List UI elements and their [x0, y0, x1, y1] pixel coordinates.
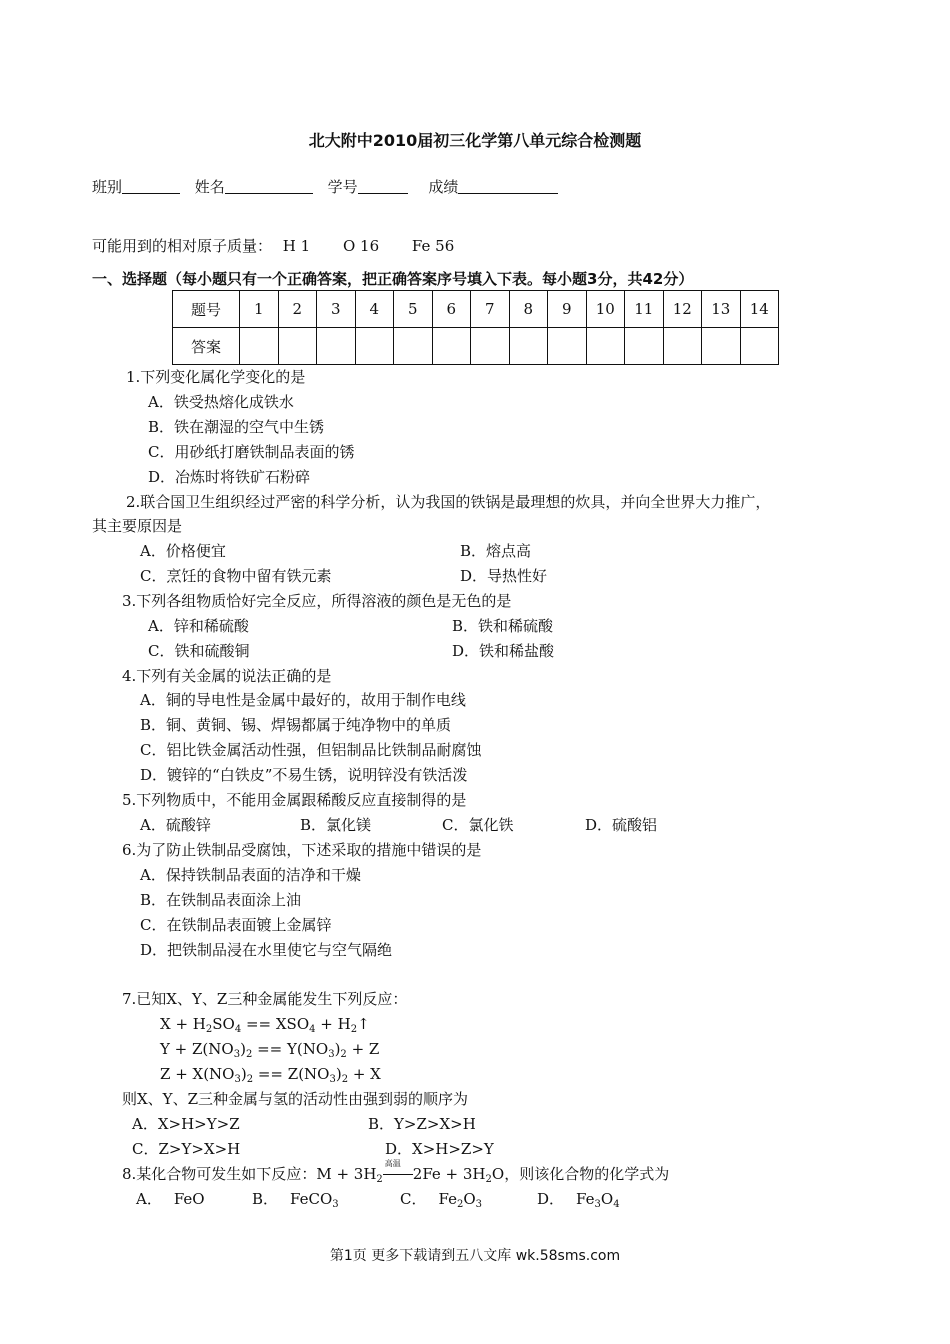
q1-option-b: B．铁在潮湿的空气中生锈 [148, 418, 325, 436]
atomic-mass-line [92, 235, 482, 256]
q7-option-c: C．Z>Y>X>H [132, 1140, 241, 1158]
q4-stem: 4.下列有关金属的说法正确的是 [122, 667, 332, 685]
student-info [92, 176, 568, 197]
q5-option-c: C．氯化铁 [442, 816, 514, 834]
answer-cell[interactable] [432, 328, 471, 365]
q8-option-a: A． FeO [136, 1190, 205, 1208]
q7-reaction-1: $X + H_2SO_4 == XSO_4$ + $H_2↑$ [160, 1015, 370, 1035]
reaction-condition: 高温 [383, 1164, 413, 1184]
answer-cell[interactable] [394, 328, 433, 365]
q-number-cell: 4 [355, 291, 394, 328]
answer-cell[interactable] [509, 328, 548, 365]
answer-table [172, 290, 779, 365]
q-number-cell: 6 [432, 291, 471, 328]
q1-option-a: A．铁受热熔化成铁水 [148, 393, 294, 411]
q3-option-b: B．铁和稀硫酸 [452, 617, 554, 635]
q-number-cell: 14 [740, 291, 779, 328]
q4-option-c: C．铝比铁金属活动性强，但铝制品比铁制品耐腐蚀 [140, 741, 482, 759]
q6-option-d: D．把铁制品浸在水里使它与空气隔绝 [140, 941, 393, 959]
q7-question: 则X、Y、Z三种金属与氢的活动性由强到弱的顺序为 [122, 1090, 469, 1108]
q-number-cell: 10 [586, 291, 625, 328]
q5-option-b: B．氯化镁 [300, 816, 372, 834]
up-arrow-icon: ↑ [357, 1015, 370, 1033]
q6-option-a: A．保持铁制品表面的洁净和干燥 [140, 866, 361, 884]
q2-option-a: A．价格便宜 [140, 542, 226, 560]
answer-cell[interactable] [355, 328, 394, 365]
mass-h: H 1 [282, 237, 311, 255]
q-number-cell: 3 [317, 291, 356, 328]
number-blank[interactable] [358, 179, 408, 194]
section-heading: 一、选择题（每小题只有一个正确答案，把正确答案序号填入下表。每小题3分，共42分） [92, 270, 694, 288]
q4-option-b: B．铜、黄铜、锡、焊锡都属于纯净物中的单质 [140, 716, 452, 734]
answer-table-row-answers [173, 328, 779, 365]
mass-label: 可能用到的相对原子质量： [92, 237, 273, 255]
answer-cell[interactable] [278, 328, 317, 365]
q7-reaction-2: $Y + Z(NO_3)_2 == Y(NO_3)_2 + Z$ [160, 1040, 380, 1060]
name-blank[interactable] [225, 179, 313, 194]
row-label-number: 题号 [173, 291, 240, 328]
q4-option-d: D．镀锌的“白铁皮”不易生锈，说明锌没有铁活泼 [140, 766, 468, 784]
page-footer: 第1页 更多下载请到五八文库 wk.58sms.com [329, 1248, 621, 1264]
q-number-cell: 5 [394, 291, 433, 328]
answer-cell[interactable] [663, 328, 702, 365]
q8-option-d: D． $Fe_3O_4$ [537, 1190, 620, 1210]
q1-option-c: C．用砂纸打磨铁制品表面的锈 [148, 443, 355, 461]
q-number-cell: 7 [471, 291, 510, 328]
q-number-cell: 1 [240, 291, 279, 328]
q-number-cell: 12 [663, 291, 702, 328]
q2-option-b: B．熔点高 [460, 542, 532, 560]
score-blank[interactable] [458, 179, 558, 194]
q7-option-b: B．Y>Z>X>H [368, 1115, 476, 1133]
answer-cell[interactable] [625, 328, 664, 365]
q-number-cell: 9 [548, 291, 587, 328]
q7-option-a: A．X>H>Y>Z [132, 1115, 240, 1133]
q8-stem: 8.某化合物可发生如下反应：$M + 3H_2$ 高温 $2Fe + 3H_2O$，则该化合物的化学式为 [122, 1159, 670, 1185]
q4-option-a: A．铜的导电性是金属中最好的，故用于制作电线 [140, 691, 466, 709]
q3-option-d: D．铁和稀盐酸 [452, 642, 555, 660]
q6-option-c: C．在铁制品表面镀上金属锌 [140, 916, 332, 934]
score-label: 成绩 [428, 178, 459, 196]
row-label-answer: 答案 [173, 328, 240, 365]
q5-option-d: D．硫酸铝 [585, 816, 658, 834]
q-number-cell: 2 [278, 291, 317, 328]
mass-fe: Fe 56 [411, 237, 455, 255]
q7-stem: 7.已知X、Y、Z三种金属能发生下列反应： [122, 990, 408, 1008]
answer-cell[interactable] [740, 328, 779, 365]
name-label: 姓名 [194, 178, 225, 196]
class-label: 班别 [92, 178, 123, 196]
answer-cell[interactable] [471, 328, 510, 365]
class-blank[interactable] [122, 179, 180, 194]
q5-option-a: A．硫酸锌 [140, 816, 211, 834]
q-number-cell: 8 [509, 291, 548, 328]
answer-table-row-numbers [173, 291, 779, 328]
q2-stem-continued: 其主要原因是 [92, 517, 183, 535]
q1-stem: 1.下列变化属化学变化的是 [126, 368, 306, 386]
mass-o: O 16 [342, 237, 380, 255]
q2-option-d: D．导热性好 [460, 567, 548, 585]
answer-cell[interactable] [586, 328, 625, 365]
q7-reaction-3: $Z + X(NO_3)_2 == Z(NO_3)_2 + X$ [160, 1065, 381, 1085]
page-title: 北大附中2010届初三化学第八单元综合检测题 [308, 131, 642, 150]
q6-stem: 6.为了防止铁制品受腐蚀，下述采取的措施中错误的是 [122, 841, 482, 859]
q3-option-c: C．铁和硫酸铜 [148, 642, 250, 660]
answer-cell[interactable] [548, 328, 587, 365]
q3-option-a: A．锌和稀硫酸 [148, 617, 249, 635]
q-number-cell: 11 [625, 291, 664, 328]
q1-option-d: D．冶炼时将铁矿石粉碎 [148, 468, 311, 486]
q3-stem: 3.下列各组物质恰好完全反应，所得溶液的颜色是无色的是 [122, 592, 512, 610]
q8-option-b: B． FeCO$_3$ [252, 1190, 339, 1210]
number-label: 学号 [327, 178, 358, 196]
q6-option-b: B．在铁制品表面涂上油 [140, 891, 302, 909]
q-number-cell: 13 [702, 291, 741, 328]
q5-stem: 5.下列物质中，不能用金属跟稀酸反应直接制得的是 [122, 791, 467, 809]
answer-cell[interactable] [702, 328, 741, 365]
q2-option-c: C．烹饪的食物中留有铁元素 [140, 567, 332, 585]
answer-cell[interactable] [317, 328, 356, 365]
q8-option-c: C． $Fe_2O_3$ [400, 1190, 483, 1210]
q2-stem: 2.联合国卫生组织经过严密的科学分析，认为我国的铁锅是最理想的炊具，并向全世界大力推广， [126, 493, 771, 511]
q7-option-d: D．X>H>Z>Y [385, 1140, 494, 1158]
answer-cell[interactable] [240, 328, 279, 365]
